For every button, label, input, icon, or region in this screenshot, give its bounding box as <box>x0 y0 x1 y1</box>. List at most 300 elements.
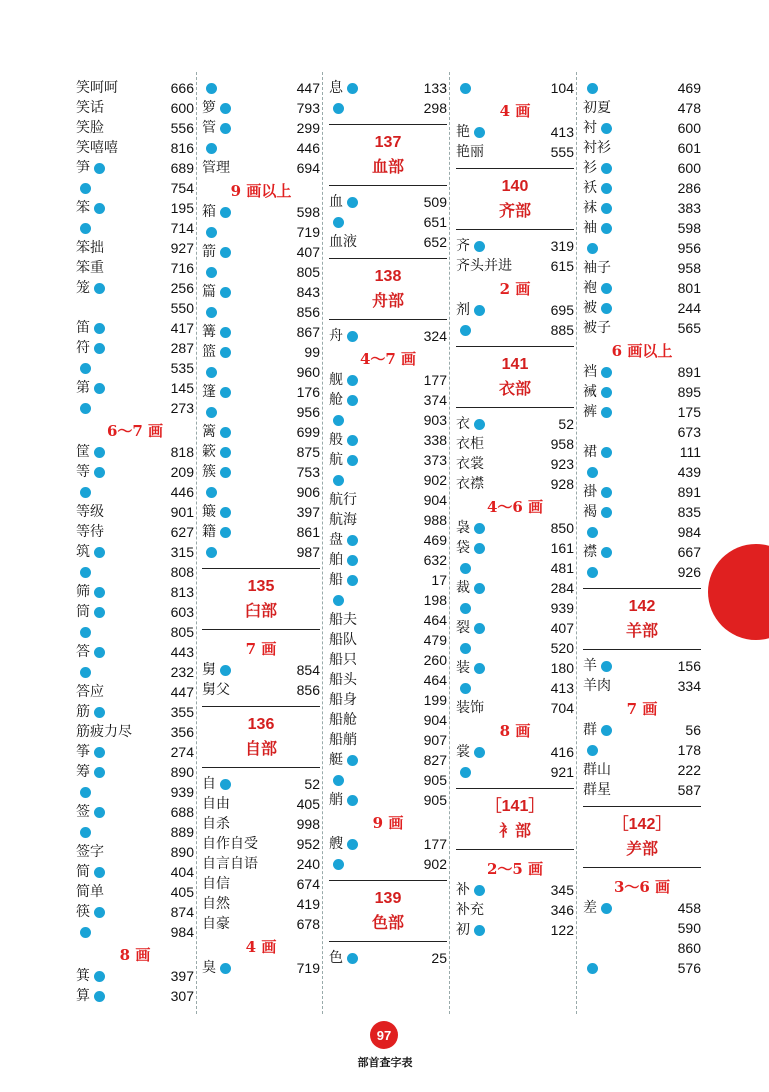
reading-marker-icon <box>333 217 344 228</box>
index-entry <box>76 562 194 582</box>
entry-page-number: 481 <box>550 560 574 576</box>
entry-word: 自信 <box>202 876 230 892</box>
radical-number: ［142］ <box>612 816 672 833</box>
entry-page-number: 175 <box>677 404 701 420</box>
reading-marker-icon <box>587 83 598 94</box>
index-entry <box>202 282 320 302</box>
entry-word: 笼 <box>76 280 90 296</box>
reading-marker-icon <box>460 83 471 94</box>
index-entry <box>583 562 701 582</box>
entry-page-number: 903 <box>423 412 447 428</box>
reading-marker-icon <box>80 223 91 234</box>
radical-header <box>329 880 447 942</box>
index-entry <box>456 678 574 698</box>
index-entry <box>329 410 447 430</box>
entry-word: 羊肉 <box>583 678 611 694</box>
reading-marker-icon <box>206 547 217 558</box>
reading-marker-icon <box>601 203 612 214</box>
reading-marker-icon <box>601 661 612 672</box>
entry-page-number: 652 <box>423 234 447 250</box>
entry-word: 群 <box>583 722 597 738</box>
reading-marker-icon <box>206 367 217 378</box>
entry-page-number: 598 <box>296 204 320 220</box>
entry-page-number: 447 <box>296 80 320 96</box>
entry-word: 补 <box>456 882 470 898</box>
entry-page-number: 443 <box>170 644 194 660</box>
reading-marker-icon <box>94 447 105 458</box>
index-entry <box>329 854 447 874</box>
radical-name: 自部 <box>244 739 277 758</box>
entry-page-number: 895 <box>677 384 701 400</box>
entry-word: 衣柜 <box>456 436 484 452</box>
index-entry <box>202 854 320 874</box>
entry-word: 篇 <box>202 284 216 300</box>
reading-marker-icon <box>206 407 217 418</box>
entry-page-number: 52 <box>558 416 574 432</box>
entry-page-number: 407 <box>296 244 320 260</box>
radical-number: 140 <box>501 178 529 195</box>
index-entry <box>456 698 574 718</box>
radical-header <box>202 706 320 768</box>
reading-marker-icon <box>601 163 612 174</box>
entry-page-number: 902 <box>423 472 447 488</box>
entry-word: 褐 <box>583 504 597 520</box>
radical-name: 羊部 <box>625 621 658 640</box>
entry-word: 色 <box>329 950 343 966</box>
index-entry <box>76 378 194 398</box>
index-entry <box>583 318 701 338</box>
entry-word: 自豪 <box>202 916 230 932</box>
entry-page-number: 195 <box>170 200 194 216</box>
index-entry <box>583 918 701 938</box>
index-entry <box>76 462 194 482</box>
entry-page-number: 632 <box>423 552 447 568</box>
reading-marker-icon <box>474 583 485 594</box>
entry-word: 被 <box>583 300 597 316</box>
entry-page-number: 891 <box>677 484 701 500</box>
reading-marker-icon <box>601 183 612 194</box>
index-entry <box>329 710 447 730</box>
index-entry <box>456 762 574 782</box>
entry-page-number: 956 <box>296 404 320 420</box>
entry-page-number: 926 <box>677 564 701 580</box>
entry-page-number: 299 <box>296 120 320 136</box>
entry-page-number: 397 <box>296 504 320 520</box>
reading-marker-icon <box>347 197 358 208</box>
stroke-count-heading: 4～6 画 <box>486 497 544 516</box>
entry-word: 航海 <box>329 512 357 528</box>
reading-marker-icon <box>80 183 91 194</box>
index-entry <box>202 914 320 934</box>
entry-page-number: 928 <box>550 476 574 492</box>
index-entry <box>456 658 574 678</box>
index-entry <box>583 118 701 138</box>
entry-word: 裤 <box>583 404 597 420</box>
entry-word: 箱 <box>202 204 216 220</box>
reading-marker-icon <box>474 543 485 554</box>
entry-page-number: 556 <box>170 120 194 136</box>
entry-page-number: 274 <box>170 744 194 760</box>
index-entry <box>583 760 701 780</box>
entry-page-number: 133 <box>423 80 447 96</box>
radical-name: 血部 <box>371 157 404 176</box>
entry-page-number: 56 <box>685 722 701 738</box>
index-entry <box>329 490 447 510</box>
reading-marker-icon <box>220 447 231 458</box>
entry-word: 箩 <box>202 100 216 116</box>
entry-word: 自由 <box>202 796 230 812</box>
index-entry <box>456 474 574 494</box>
entry-page-number: 856 <box>296 304 320 320</box>
entry-page-number: 273 <box>170 400 194 416</box>
index-entry <box>76 542 194 562</box>
entry-page-number: 284 <box>550 580 574 596</box>
entry-page-number: 315 <box>170 544 194 560</box>
entry-word: 篝 <box>202 324 216 340</box>
entry-word: 答应 <box>76 684 104 700</box>
entry-page-number: 984 <box>170 924 194 940</box>
reading-marker-icon <box>460 603 471 614</box>
index-column-2 <box>202 78 320 978</box>
index-column-4 <box>456 78 574 940</box>
entry-word: 袄 <box>583 180 597 196</box>
reading-marker-icon <box>220 207 231 218</box>
index-entry <box>329 192 447 212</box>
entry-word: 算 <box>76 988 90 1004</box>
index-entry <box>456 142 574 162</box>
entry-word: 答 <box>76 644 90 660</box>
entry-page-number: 998 <box>296 816 320 832</box>
index-entry <box>329 430 447 450</box>
entry-page-number: 813 <box>170 584 194 600</box>
entry-page-number: 856 <box>296 682 320 698</box>
entry-page-number: 906 <box>296 484 320 500</box>
entry-page-number: 535 <box>170 360 194 376</box>
reading-marker-icon <box>601 487 612 498</box>
radical-number: 135 <box>247 578 275 595</box>
index-entry <box>329 750 447 770</box>
reading-marker-icon <box>94 383 105 394</box>
index-entry <box>583 740 701 760</box>
radical-name: 舟部 <box>371 291 404 310</box>
index-entry <box>456 518 574 538</box>
entry-word: 袅 <box>456 520 470 536</box>
entry-page-number: 356 <box>170 724 194 740</box>
entry-page-number: 875 <box>296 444 320 460</box>
index-entry <box>76 482 194 502</box>
entry-page-number: 298 <box>423 100 447 116</box>
stroke-count-heading: 9 画 <box>372 813 404 832</box>
entry-word: 船队 <box>329 632 357 648</box>
radical-name: 衤部 <box>498 821 531 840</box>
index-entry <box>583 278 701 298</box>
reading-marker-icon <box>587 567 598 578</box>
entry-page-number: 674 <box>296 876 320 892</box>
reading-marker-icon <box>460 563 471 574</box>
index-entry <box>329 650 447 670</box>
entry-word: 衬 <box>583 120 597 136</box>
entry-page-number: 689 <box>170 160 194 176</box>
index-entry <box>456 236 574 256</box>
entry-page-number: 307 <box>170 988 194 1004</box>
reading-marker-icon <box>474 885 485 896</box>
stroke-count-heading: 2～5 画 <box>486 859 544 878</box>
entry-word: 管理 <box>202 160 230 176</box>
entry-page-number: 987 <box>296 544 320 560</box>
entry-page-number: 960 <box>296 364 320 380</box>
entry-word: 衣 <box>456 416 470 432</box>
entry-page-number: 694 <box>296 160 320 176</box>
page-footer: 部首查字表 <box>357 1056 413 1069</box>
entry-page-number: 956 <box>677 240 701 256</box>
reading-marker-icon <box>601 903 612 914</box>
index-entry <box>583 178 701 198</box>
index-entry <box>583 462 701 482</box>
entry-word: 篱 <box>202 424 216 440</box>
reading-marker-icon <box>220 427 231 438</box>
entry-page-number: 905 <box>423 792 447 808</box>
entry-word: 补充 <box>456 902 484 918</box>
entry-word: 笋 <box>76 160 90 176</box>
entry-word: 籍 <box>202 524 216 540</box>
stroke-count-heading: 3～6 画 <box>613 877 671 896</box>
entry-page-number: 576 <box>677 960 701 976</box>
entry-word: 袋 <box>456 540 470 556</box>
reading-marker-icon <box>94 163 105 174</box>
entry-word: 群星 <box>583 782 611 798</box>
entry-page-number: 25 <box>431 950 447 966</box>
index-entry <box>76 882 194 902</box>
entry-page-number: 52 <box>304 776 320 792</box>
index-entry <box>329 730 447 750</box>
entry-page-number: 447 <box>170 684 194 700</box>
index-entry <box>76 802 194 822</box>
index-entry <box>329 98 447 118</box>
entry-page-number: 209 <box>170 464 194 480</box>
entry-page-number: 405 <box>170 884 194 900</box>
entry-word: 装饰 <box>456 700 484 716</box>
entry-word: 羊 <box>583 658 597 674</box>
entry-page-number: 419 <box>296 896 320 912</box>
entry-page-number: 716 <box>170 260 194 276</box>
index-column-5 <box>583 78 701 978</box>
entry-page-number: 178 <box>677 742 701 758</box>
entry-page-number: 673 <box>677 424 701 440</box>
entry-page-number: 345 <box>550 882 574 898</box>
entry-page-number: 555 <box>550 144 574 160</box>
entry-page-number: 404 <box>170 864 194 880</box>
index-entry <box>583 298 701 318</box>
entry-page-number: 905 <box>423 772 447 788</box>
entry-page-number: 958 <box>550 436 574 452</box>
reading-marker-icon <box>80 927 91 938</box>
index-entry <box>202 262 320 282</box>
entry-word: 筛 <box>76 584 90 600</box>
entry-word: 裁 <box>456 580 470 596</box>
reading-marker-icon <box>587 527 598 538</box>
entry-page-number: 145 <box>170 380 194 396</box>
entry-page-number: 704 <box>550 700 574 716</box>
index-entry <box>583 198 701 218</box>
entry-page-number: 338 <box>423 432 447 448</box>
entry-word: 篷 <box>202 384 216 400</box>
index-entry <box>76 78 194 98</box>
reading-marker-icon <box>474 747 485 758</box>
reading-marker-icon <box>347 555 358 566</box>
reading-marker-icon <box>474 127 485 138</box>
index-entry <box>76 98 194 118</box>
entry-word: 船 <box>329 572 343 588</box>
reading-marker-icon <box>220 327 231 338</box>
reading-marker-icon <box>333 775 344 786</box>
column-divider <box>196 72 197 1014</box>
index-entry <box>76 622 194 642</box>
radical-header <box>456 788 574 850</box>
entry-word: 箭 <box>202 244 216 260</box>
index-entry <box>329 630 447 650</box>
index-entry <box>76 966 194 986</box>
reading-marker-icon <box>587 243 598 254</box>
entry-page-number: 413 <box>550 124 574 140</box>
index-entry <box>76 822 194 842</box>
index-entry <box>76 502 194 522</box>
entry-word: 盘 <box>329 532 343 548</box>
index-entry <box>76 602 194 622</box>
entry-page-number: 754 <box>170 180 194 196</box>
radical-number: 142 <box>628 598 656 615</box>
entry-page-number: 907 <box>423 732 447 748</box>
reading-marker-icon <box>220 247 231 258</box>
reading-marker-icon <box>347 839 358 850</box>
entry-word: 艄 <box>329 792 343 808</box>
entry-word: 筝 <box>76 744 90 760</box>
entry-page-number: 984 <box>677 524 701 540</box>
entry-page-number: 615 <box>550 258 574 274</box>
index-entry <box>76 742 194 762</box>
radical-header <box>456 168 574 230</box>
entry-page-number: 600 <box>677 120 701 136</box>
reading-marker-icon <box>347 755 358 766</box>
entry-page-number: 346 <box>550 902 574 918</box>
entry-page-number: 413 <box>550 680 574 696</box>
entry-page-number: 469 <box>423 532 447 548</box>
index-entry <box>202 462 320 482</box>
index-entry <box>329 212 447 232</box>
index-entry <box>456 638 574 658</box>
index-entry <box>329 78 447 98</box>
entry-word: 血液 <box>329 234 357 250</box>
index-entry <box>76 722 194 742</box>
entry-word: 裓 <box>583 384 597 400</box>
reading-marker-icon <box>94 343 105 354</box>
entry-page-number: 458 <box>677 900 701 916</box>
index-entry <box>202 794 320 814</box>
radical-header <box>329 258 447 320</box>
reading-marker-icon <box>220 963 231 974</box>
entry-page-number: 603 <box>170 604 194 620</box>
entry-word: 齐头并进 <box>456 258 512 274</box>
entry-page-number: 600 <box>170 100 194 116</box>
index-entry <box>76 338 194 358</box>
entry-page-number: 397 <box>170 968 194 984</box>
index-entry <box>583 258 701 278</box>
reading-marker-icon <box>94 547 105 558</box>
radical-number: 141 <box>501 356 529 373</box>
entry-word: 齐 <box>456 238 470 254</box>
reading-marker-icon <box>94 707 105 718</box>
entry-word: 衣裳 <box>456 456 484 472</box>
index-entry <box>202 774 320 794</box>
index-entry <box>583 938 701 958</box>
index-entry <box>456 558 574 578</box>
reading-marker-icon <box>206 267 217 278</box>
entry-word: 裙 <box>583 444 597 460</box>
entry-page-number: 651 <box>423 214 447 230</box>
reading-marker-icon <box>601 223 612 234</box>
radical-name: 臼部 <box>244 601 277 620</box>
entry-word: 等待 <box>76 524 104 540</box>
stroke-count-heading: 6～7 画 <box>106 421 164 440</box>
index-entry <box>583 676 701 696</box>
index-entry <box>329 770 447 790</box>
reading-marker-icon <box>94 587 105 598</box>
entry-word: 艇 <box>329 752 343 768</box>
entry-word: 自作自受 <box>202 836 258 852</box>
reading-marker-icon <box>601 547 612 558</box>
index-entry <box>329 470 447 490</box>
entry-page-number: 952 <box>296 836 320 852</box>
entry-page-number: 111 <box>679 444 701 460</box>
index-entry <box>456 300 574 320</box>
entry-word: 签字 <box>76 844 104 860</box>
entry-word: 舅 <box>202 662 216 678</box>
entry-word: 群山 <box>583 762 611 778</box>
reading-marker-icon <box>94 867 105 878</box>
entry-word: 袜 <box>583 200 597 216</box>
entry-word: 篮 <box>202 344 216 360</box>
entry-word: 裳 <box>456 744 470 760</box>
radical-name: 齐部 <box>498 201 531 220</box>
index-entry <box>329 948 447 968</box>
entry-word: 裆 <box>583 364 597 380</box>
index-entry <box>456 414 574 434</box>
index-entry <box>202 502 320 522</box>
entry-word: 艳丽 <box>456 144 484 160</box>
reading-marker-icon <box>587 963 598 974</box>
reading-marker-icon <box>333 415 344 426</box>
entry-word: 舶 <box>329 552 343 568</box>
entry-page-number: 256 <box>170 280 194 296</box>
entry-word: 舱 <box>329 392 343 408</box>
entry-word: 袍 <box>583 280 597 296</box>
entry-page-number: 753 <box>296 464 320 480</box>
index-entry <box>202 322 320 342</box>
entry-word: 筹 <box>76 764 90 780</box>
radical-header <box>456 346 574 408</box>
reading-marker-icon <box>474 305 485 316</box>
entry-page-number: 373 <box>423 452 447 468</box>
entry-page-number: 446 <box>170 484 194 500</box>
index-entry <box>583 502 701 522</box>
entry-word: 衫 <box>583 160 597 176</box>
entry-word: 笨重 <box>76 260 104 276</box>
column-divider <box>322 72 323 1014</box>
stroke-count-heading: 6 画以上 <box>611 341 673 360</box>
entry-page-number: 890 <box>170 764 194 780</box>
index-entry <box>456 122 574 142</box>
entry-page-number: 801 <box>677 280 701 296</box>
entry-page-number: 232 <box>170 664 194 680</box>
